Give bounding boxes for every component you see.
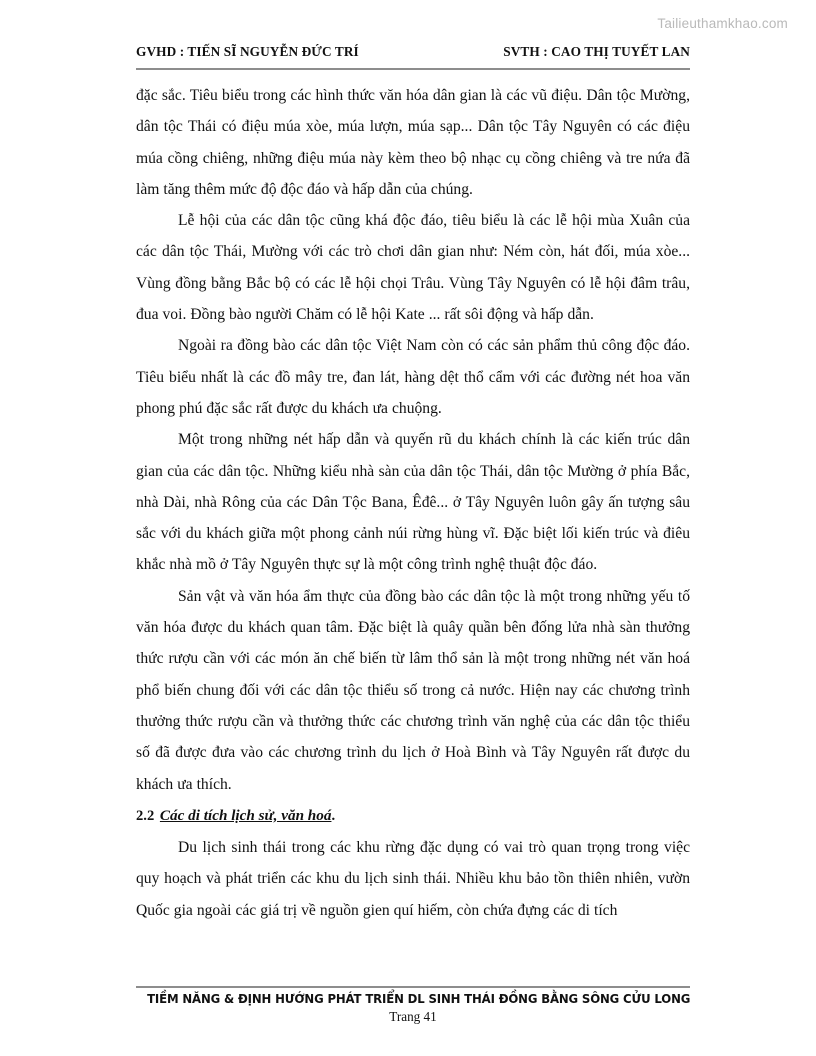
paragraph-handicrafts: Ngoài ra đồng bào các dân tộc Việt Nam còn có các sản phẩm thủ công độc đáo. Tiêu biểu nhất là các đồ mây tre, đan lát, hàng dệt thổ cẩm với các đường nét hoa văn phong phú đặc sắc rất được du khách ưa chuộng. (136, 337, 690, 417)
paragraph-ecotourism: Du lịch sinh thái trong các khu rừng đặc dụng có vai trò quan trọng trong việc quy hoạch và phát triển các khu du lịch sinh thái. Nhiều khu bảo tồn thiên nhiên, vườn Quốc gia ngoài các giá trị về nguồn gien quí hiếm, còn chứa đựng các di tích (136, 839, 690, 919)
section-number: 2.2 (136, 807, 155, 824)
paragraph-architecture: Một trong những nét hấp dẫn và quyến rũ du khách chính là các kiến trúc dân gian của các dân tộc. Những kiểu nhà sàn của dân tộc Thái, dân tộc Mường ở phía Bắc, nhà Dài, nhà Rông của các Dân Tộc Bana, Êđê... ở Tây Nguyên luôn gây ấn tượng sâu sắc với du khách giữa một phong cảnh núi rừng hùng vĩ. Đặc biệt lối kiến trúc và điêu khắc nhà mồ ở Tây Nguyên thực sự là một công trình nghệ thuật độc đáo. (136, 431, 690, 574)
watermark-text: Tailieuthamkhao.com (657, 16, 788, 31)
paragraph-continuation: đặc sắc. Tiêu biểu trong các hình thức văn hóa dân gian là các vũ điệu. Dân tộc Mường, dân tộc Thái có điệu múa xòe, múa lượn, múa sạp... Dân tộc Tây Nguyên có các điệu múa cồng chiêng, những điệu múa này kèm theo bộ nhạc cụ cồng chiêng và tre nứa đã làm tăng thêm mức độ độc đáo và hấp dẫn của chúng. (136, 87, 690, 198)
running-header (136, 44, 690, 60)
section-terminator: . (331, 807, 336, 824)
footer-divider (136, 986, 690, 988)
page-number: Trang 41 (389, 1009, 437, 1024)
footer-thesis-title: TIỀM NĂNG & ĐỊNH HƯỚNG PHÁT TRIỂN DL SINH THÁI ĐỒNG BẰNG SÔNG CỬU LONG (147, 992, 691, 1006)
document-body (136, 80, 690, 926)
paragraph-festivals: Lễ hội của các dân tộc cũng khá độc đáo, tiêu biểu là các lễ hội mùa Xuân của các dân tộc Thái, Mường với các trò chơi dân gian như: Ném còn, hát đối, múa xòe... Vùng đồng bằng Bắc bộ có các lễ hội chọi Trâu. Vùng Tây Nguyên có lễ hội đâm trâu, đua voi. Đồng bào người Chăm có lễ hội Kate ... rất sôi động và hấp dẫn. (136, 212, 690, 324)
header-divider (136, 68, 690, 70)
section-heading (136, 800, 690, 832)
header-supervisor-label: GVHD : TIẾN SĨ NGUYỄN ĐỨC TRÍ (136, 44, 359, 59)
running-footer (136, 992, 690, 1025)
paragraph-cuisine: Sản vật và văn hóa ẩm thực của đồng bào các dân tộc là một trong những yếu tố văn hóa được du khách quan tâm. Đặc biệt là quây quần bên đống lửa nhà sàn thưởng thức rượu cần với các món ăn chế biến từ lâm thổ sản là một trong những nét văn hoá phổ biến chung đối với các dân tộc thiểu số trong cả nước. Hiện nay các chương trình thưởng thức rượu cần và thưởng thức các chương trình văn nghệ của các dân tộc thiểu số đã được đưa vào các chương trình du lịch ở Hoà Bình và Tây Nguyên rất được du khách ưa thích. (136, 587, 690, 793)
section-title: Các di tích lịch sử, văn hoá (159, 806, 332, 824)
header-student-label: SVTH : CAO THỊ TUYẾT LAN (503, 44, 690, 59)
